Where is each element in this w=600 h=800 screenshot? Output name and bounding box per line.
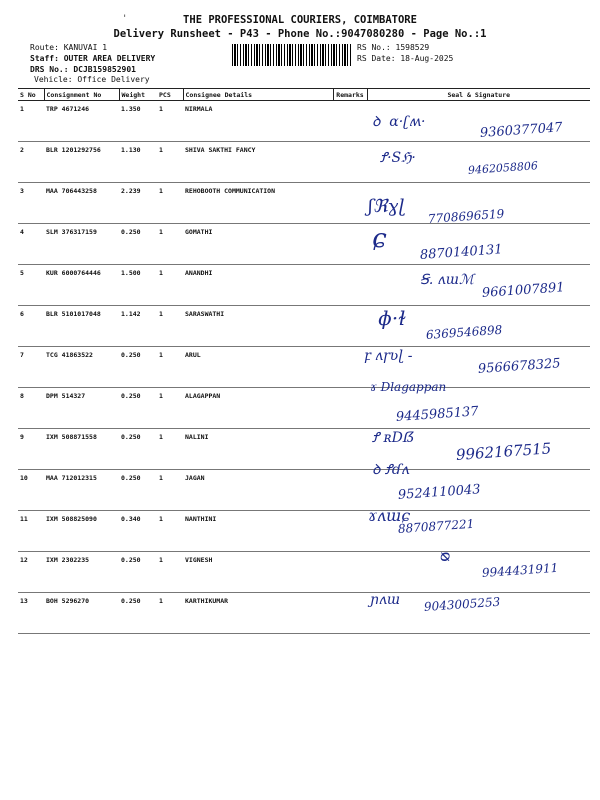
cell-sno: 8 xyxy=(18,388,44,429)
cell-weight: 1.500 xyxy=(119,265,157,306)
signature-phone: 9962167515 xyxy=(455,439,552,464)
cell-weight: 0.250 xyxy=(119,593,157,634)
col-signature: Seal & Signature xyxy=(367,89,590,101)
signature-scribble: ɤʌɯɕ xyxy=(368,506,411,525)
cell-consignee: JAGAN xyxy=(183,470,333,511)
cell-consignment: SLM 376317159 xyxy=(44,224,119,265)
cell-pcs: 1 xyxy=(157,593,183,634)
cell-weight: 2.239 xyxy=(119,183,157,224)
table-row xyxy=(18,470,590,511)
drs-label: DRS No.: DCJB159852901 xyxy=(30,65,136,74)
cell-pcs: 1 xyxy=(157,183,183,224)
signature-phone: 9566678325 xyxy=(477,356,562,377)
cell-pcs: 1 xyxy=(157,224,183,265)
cell-weight: 0.340 xyxy=(119,511,157,552)
signature-scribble: ʃℜɣɭ xyxy=(368,196,405,217)
cell-consignee: NANTHINI xyxy=(183,511,333,552)
cell-consignment: DPM 514327 xyxy=(44,388,119,429)
table-row xyxy=(18,388,590,429)
cell-weight: 0.250 xyxy=(119,552,157,593)
cell-weight: 1.142 xyxy=(119,306,157,347)
signature-scribble: Ꝭ ʀDẞ xyxy=(372,430,415,446)
cell-consignee: NIRMALA xyxy=(183,101,333,142)
cell-remarks xyxy=(333,142,367,183)
cell-consignee: GOMATHI xyxy=(183,224,333,265)
cell-remarks xyxy=(333,306,367,347)
cell-sno: 4 xyxy=(18,224,44,265)
cell-consignee: ALAGAPPAN xyxy=(183,388,333,429)
cell-sno: 12 xyxy=(18,552,44,593)
cell-weight: 1.130 xyxy=(119,142,157,183)
cell-remarks xyxy=(333,101,367,142)
cell-pcs: 1 xyxy=(157,347,183,388)
cell-pcs: 1 xyxy=(157,142,183,183)
cell-weight: 0.250 xyxy=(119,224,157,265)
cell-consignment: IXM 2302235 xyxy=(44,552,119,593)
cell-consignee: SARASWATHI xyxy=(183,306,333,347)
table-header-row xyxy=(18,89,590,101)
cell-weight: 0.250 xyxy=(119,347,157,388)
cell-weight: 0.250 xyxy=(119,470,157,511)
signature-phone: 8870140131 xyxy=(419,242,504,263)
cell-sno: 13 xyxy=(18,593,44,634)
staff-label: Staff: OUTER AREA DELIVERY xyxy=(30,54,156,63)
cell-remarks xyxy=(333,470,367,511)
col-weight: Weight xyxy=(119,89,157,101)
table-row xyxy=(18,224,590,265)
cell-sno: 11 xyxy=(18,511,44,552)
signature-phone: 9944431911 xyxy=(481,560,559,580)
rs-number: RS No.: 1598529 xyxy=(357,43,430,52)
signature-phone: 9360377047 xyxy=(479,120,564,141)
cell-consignment: KUR 6000764446 xyxy=(44,265,119,306)
cell-remarks xyxy=(333,347,367,388)
cell-consignee: KARTHIKUMAR xyxy=(183,593,333,634)
runsheet-subtitle: Delivery Runsheet - P43 - Phone No.:9047080280 - Page No.:1 xyxy=(113,28,487,40)
cell-consignment: IXM 508825090 xyxy=(44,511,119,552)
cell-consignee: SHIVA SAKTHI FANCY xyxy=(183,142,333,183)
table-row xyxy=(18,306,590,347)
signature-scribble: Ꞩ. ʌɯℳ xyxy=(420,272,474,288)
route-label: Route: KANUVAI 1 xyxy=(30,43,108,52)
cell-consignment: TCG 41863522 xyxy=(44,347,119,388)
signature-phone: 9445985137 xyxy=(395,404,480,425)
signature-scribble: ꝺ Ꝭɗʌ xyxy=(372,462,410,478)
signature-scribble: ɸ·ɫ xyxy=(378,306,406,330)
cell-remarks xyxy=(333,183,367,224)
cell-consignment: BOH 5296270 xyxy=(44,593,119,634)
col-consignee: Consignee Details xyxy=(183,89,333,101)
signature-phone: 6369546898 xyxy=(425,322,503,342)
col-remarks: Remarks xyxy=(333,89,367,101)
cell-consignee: NALINI xyxy=(183,429,333,470)
table-row xyxy=(18,593,590,634)
cell-consignee: REHOBOOTH COMMUNICATION xyxy=(183,183,333,224)
cell-pcs: 1 xyxy=(157,388,183,429)
cell-pcs: 1 xyxy=(157,511,183,552)
cell-consignment: BLR 5101017048 xyxy=(44,306,119,347)
cell-consignee: ANANDHI xyxy=(183,265,333,306)
signature-scribble: ɤ Dlagappan xyxy=(370,380,447,394)
cell-remarks xyxy=(333,511,367,552)
cell-remarks xyxy=(333,265,367,306)
vehicle-label: Vehicle: Office Delivery xyxy=(34,75,150,84)
cell-consignment: BLR 1201292756 xyxy=(44,142,119,183)
barcode xyxy=(232,44,352,66)
signature-scribble: ꝺ ɑ·ʗʍ· xyxy=(372,114,426,130)
cell-consignment: MAA 706443258 xyxy=(44,183,119,224)
company-title: THE PROFESSIONAL COURIERS, COIMBATORE xyxy=(183,14,417,26)
cell-pcs: 1 xyxy=(157,470,183,511)
cell-pcs: 1 xyxy=(157,306,183,347)
col-sno: S No xyxy=(18,89,44,101)
cell-remarks xyxy=(333,388,367,429)
cell-sno: 6 xyxy=(18,306,44,347)
cell-sno: 1 xyxy=(18,101,44,142)
cell-pcs: 1 xyxy=(157,101,183,142)
signature-scribble: ɲʌɯ xyxy=(370,592,401,608)
cell-consignee: VIGNESH xyxy=(183,552,333,593)
signature-scribble: ᴓ xyxy=(440,546,451,565)
cell-sno: 7 xyxy=(18,347,44,388)
col-consignment: Consignment No xyxy=(44,89,119,101)
cell-remarks xyxy=(333,593,367,634)
table-row xyxy=(18,511,590,552)
cell-remarks xyxy=(333,224,367,265)
cell-consignment: IXM 508871558 xyxy=(44,429,119,470)
cell-sno: 3 xyxy=(18,183,44,224)
signature-phone: 9462058806 xyxy=(467,159,539,177)
cell-sno: 5 xyxy=(18,265,44,306)
cell-weight: 0.250 xyxy=(119,388,157,429)
scan-mark: ' xyxy=(122,14,128,24)
signature-scribble: ꝼ ʌɼʋɭ - xyxy=(364,348,413,364)
signature-scribble: ɕ xyxy=(372,224,387,254)
col-pcs: PCS xyxy=(157,89,183,101)
cell-pcs: 1 xyxy=(157,552,183,593)
signature-phone: 8870877221 xyxy=(397,516,475,536)
cell-consignment: MAA 712012315 xyxy=(44,470,119,511)
cell-remarks xyxy=(333,429,367,470)
cell-consignment: TRP 4671246 xyxy=(44,101,119,142)
cell-weight: 0.250 xyxy=(119,429,157,470)
cell-consignee: ARUL xyxy=(183,347,333,388)
cell-sno: 10 xyxy=(18,470,44,511)
cell-pcs: 1 xyxy=(157,265,183,306)
cell-pcs: 1 xyxy=(157,429,183,470)
signature-scribble: Ꝭ·Sℌ· xyxy=(380,150,416,166)
cell-remarks xyxy=(333,552,367,593)
rs-date: RS Date: 18-Aug-2025 xyxy=(357,54,454,63)
signature-phone: 9043005253 xyxy=(423,594,501,614)
cell-sno: 9 xyxy=(18,429,44,470)
cell-sno: 2 xyxy=(18,142,44,183)
signature-phone: 9661007891 xyxy=(481,280,566,301)
signature-phone: 7708696519 xyxy=(427,206,505,226)
signature-phone: 9524110043 xyxy=(397,482,482,503)
cell-weight: 1.350 xyxy=(119,101,157,142)
